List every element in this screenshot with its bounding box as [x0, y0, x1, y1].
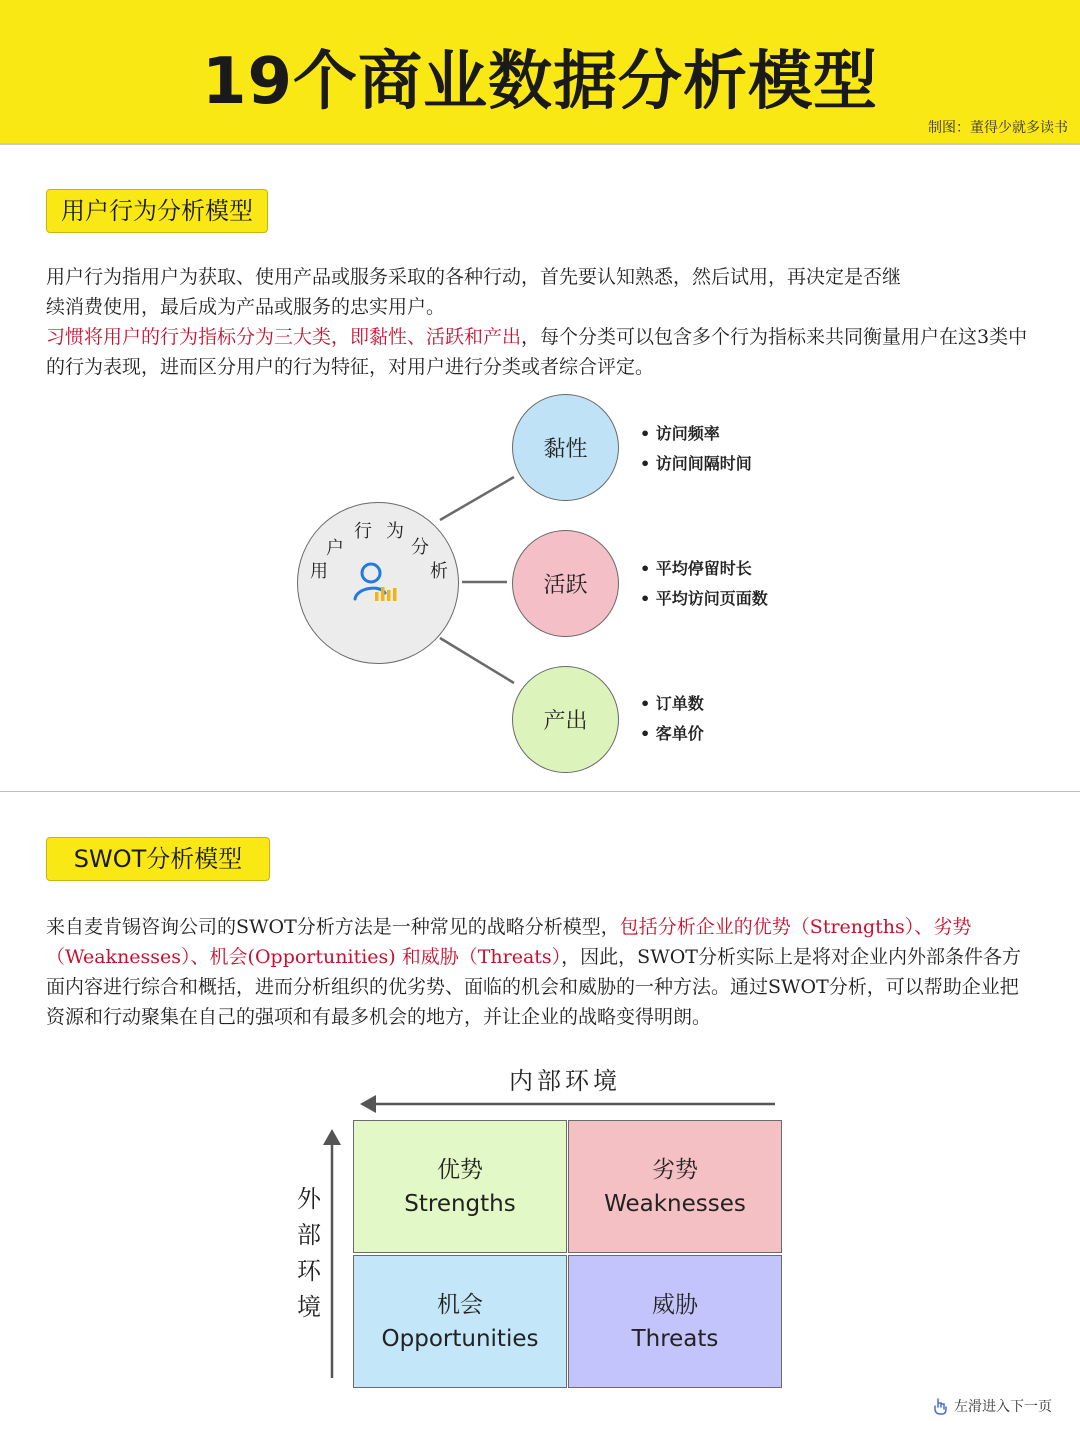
user-behavior-section [0, 147, 1080, 792]
category-circle-activity: 活跃 [512, 530, 619, 637]
external-environment-label: 外 部 环 境 [297, 1185, 321, 1321]
user-chart-icon [351, 559, 405, 607]
swot-cell-opportunities: 机会 Opportunities [353, 1255, 567, 1388]
connector-line [440, 638, 514, 683]
metric-item: • 客单价 [640, 724, 704, 743]
section-tag-user-behavior: 用户行为分析模型 [46, 189, 268, 233]
up-arrow-icon [323, 1129, 341, 1145]
category-circle-stickiness: 黏性 [512, 394, 619, 501]
internal-environment-label: 内部环境 [509, 1067, 621, 1095]
connector-line [440, 477, 514, 520]
swot-cell-weaknesses: 劣势 Weaknesses [568, 1120, 782, 1253]
metric-item: • 订单数 [640, 694, 704, 713]
category-circle-output: 产出 [512, 666, 619, 773]
para-line: 续消费使用，最后成为产品或服务的忠实用户。 [46, 296, 446, 318]
arc-char: 为 [386, 521, 404, 542]
swot-section [0, 793, 1080, 1440]
behavior-diagram [0, 147, 1080, 792]
metrics-list-output [640, 689, 704, 749]
metric-item: • 平均访问页面数 [640, 589, 768, 608]
section-tag-swot: SWOT分析模型 [46, 837, 270, 881]
arc-char: 户 [326, 538, 344, 559]
arc-char: 析 [430, 561, 448, 582]
page-title: 19个商业数据分析模型 [201, 45, 879, 119]
arc-char: 分 [411, 537, 429, 558]
para-line: 用户行为指用户为获取、使用产品或服务采取的各种行动，首先要认知熟悉，然后试用，再决定是否继 [46, 266, 902, 288]
arc-char: 行 [354, 521, 372, 542]
swipe-next-hint[interactable] [932, 1396, 1052, 1416]
metric-item: • 平均停留时长 [640, 559, 752, 578]
para-highlight: 习惯将用户的行为指标分为三大类，即黏性、活跃和产出 [46, 326, 522, 348]
para-highlight: 包括分析企业的优势（Strengths）、 [619, 916, 934, 938]
metrics-list-stickiness [640, 419, 752, 479]
para-highlight: 劣势（Weaknesses）、机会(Opportunities) 和威胁（Threats） [46, 916, 972, 968]
metric-item: • 访问间隔时间 [640, 454, 752, 473]
arc-char: 用 [310, 561, 328, 582]
para-line: ，每个分类可以包含多个行为指标来共同衡量用户在这3类中的行为表现，进而区分用户的行为特征，对用户进行分类或者综合评定。 [46, 326, 1028, 378]
swot-cell-threats: 威胁 Threats [568, 1255, 782, 1388]
swipe-next-label: 左滑进入下一页 [954, 1399, 1052, 1415]
header-banner [0, 0, 1080, 145]
credit-text: 制图：董得少就多读书 [928, 120, 1068, 136]
metric-item: • 访问频率 [640, 424, 720, 443]
swipe-hand-icon [932, 1397, 948, 1415]
swot-cell-strengths: 优势 Strengths [353, 1120, 567, 1253]
para-text: ，因此，SWOT分析实际上是将对企业内外部条件各方面内容进行综合和概括，进而分析组织的优劣势、面临的机会和威胁的一种方法。通过SWOT分析，可以帮助企业把资源和行动聚集在自己的强项和有最多机会的地方，并让企业的战略变得明朗。 [46, 946, 1021, 1028]
metrics-list-activity [640, 554, 768, 614]
left-arrow-icon [360, 1095, 376, 1113]
center-circle-user-analysis [297, 502, 459, 664]
swot-description [46, 912, 1036, 1032]
para-text: 来自麦肯锡咨询公司的SWOT分析方法是一种常见的战略分析模型， [46, 916, 620, 938]
